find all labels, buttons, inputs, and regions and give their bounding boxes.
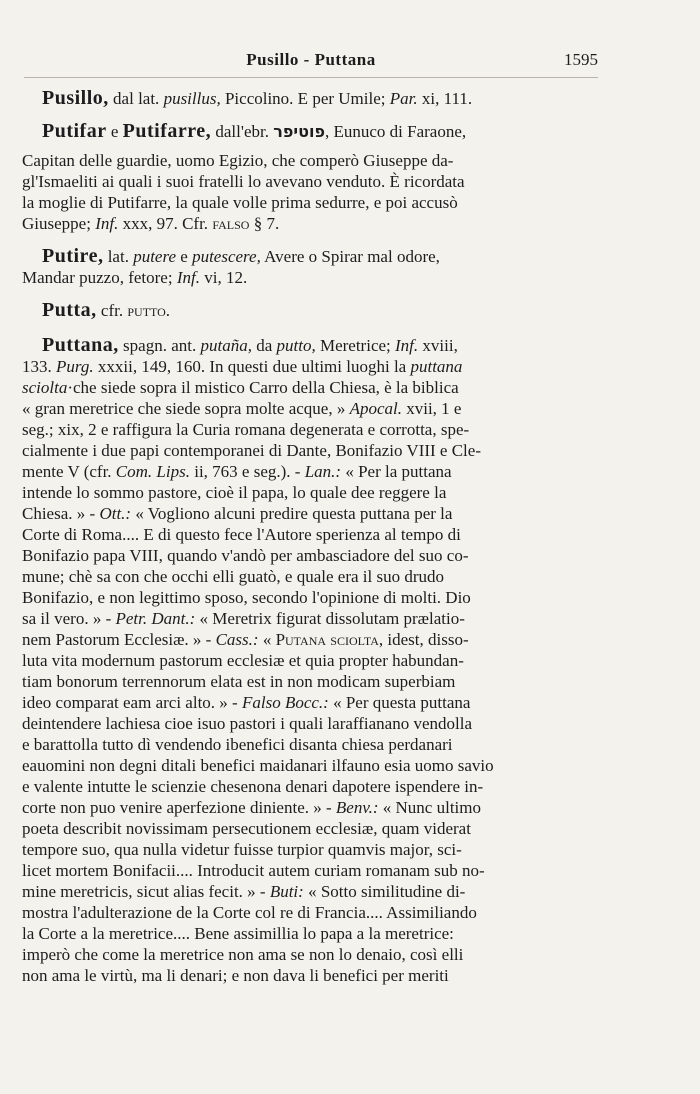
entry-putifar: Putifar e Putifarre, dall'ebr. פוטיפר, Eunuco di Faraone, Capitan delle guardie, uomo Egizio, che comperò Giuseppe da- gl'Ismaeliti ai quali i suoi fratelli lo avevano venduto. È ricordata la moglie di Putifarre, la quale volle prima sedurre, e poi accusò Giuseppe; Inf. xxx, 97. Cfr. falso § 7. [22,120,467,233]
running-title: Pusillo - Puttana [246,50,376,69]
headword-putifarre: Putifarre, [122,120,212,142]
header-rule [24,77,598,78]
hebrew-word: פוטיפר [273,122,325,141]
page-number: 1595 [564,50,598,69]
entry-puttana: Puttana, spagn. ant. putaña, da putto, Meretrice; Inf. xviii, 133. Purg. xxxii, 149, 160. In questi due ultimi luoghi la puttana sciolta·che siede sopra il mistico Carro della Chiesa, è la biblica « gran meretrice che siede sopra molte acque, » Apocal. xvii, 1 e seg.; xix, 2 e raffigura la Curia romana degenerata e corrotta, spe- cialmente i due papi contemporanei di Dante, Bonifazio VIII e Cle- mente V (cfr. Com. Lips. ii, 763 e seg.). - Lan.: « Per la puttana intende lo sommo pastore, cioè il papa, lo quale dee reggere la Chiesa. » - Ott.: « Vogliono alcuni predire questa puttana per la Corte di Roma.... E di questo fece l'Autore sperienza al tempo di Bonifazio papa VIII, quando v'andò per ambasciadore del suo co- mune; chè sa con che occhi elli guatò, e quale era il suo drudo Bonifazio, e non legittimo sposo, secondo l'opinione di molti. Dio sa il vero. » - Petr. Dant.: « Meretrix figurat dissolutam prælatio- nem Pastorum Ecclesiæ. » - Cass.: « Putana sciolta, idest, disso- luta vita modernum pastorum ecclesiæ et quia propter habundan- tiam bonorum terrennorum elata est in non modicam superbiam ideo comparat eam arci alto. » - Falso Bocc.: « Per questa puttana deintendere lachiesa cioe isuo pastori i quali laraffianano vendolla e barattolla tutto dì vendendo ibenefici disanta chiesa perdanari eauomini non degni ditali benefici maidanari ilfauno esia uomo savio e valente intutte le scienzie chesenona denari dapotere ispendere in- corte non puo venire aperfezione diniente. » - Benv.: « Nunc ultimo poeta describit novissimam persecutionem ecclesiæ, quam viderat tempore suo, qua nulla videtur fuisse turpior quamvis major, sci- licet mortem Bonifacii.... Introducit autem curiam romanam sub no- mine meretricis, sicut alias fecit. » - Buti: « Sotto similitudine di- mostra l'adulterazione de la Corte col re di Francia.... Assimiliando la Corte a la meretrice.... Bene assimillia lo papa a la meretrice: imperò che come la meretrice non ama se non lo denaio, così elli non ama le virtù, ma li denari; e non dava li benefici per meriti [22,334,494,985]
entry-putta: Putta, cfr. putto. [42,299,171,321]
headword-putta: Putta, [42,299,97,321]
entry-putire: Putire, lat. putere e putescere, Avere o Spirar mal odore, Mandar puzzo, fetore; Inf. vi, 12. [22,245,440,287]
headword-puttana: Puttana, [42,334,119,356]
headword-pusillo: Pusillo, [42,87,109,109]
headword-putifar: Putifar [42,120,107,142]
entry-pusillo: Pusillo, dal lat. pusillus, Piccolino. E per Umile; Par. xi, 111. [42,87,473,109]
headword-putire: Putire, [42,245,104,267]
page-body [22,88,600,998]
running-head [22,50,600,74]
